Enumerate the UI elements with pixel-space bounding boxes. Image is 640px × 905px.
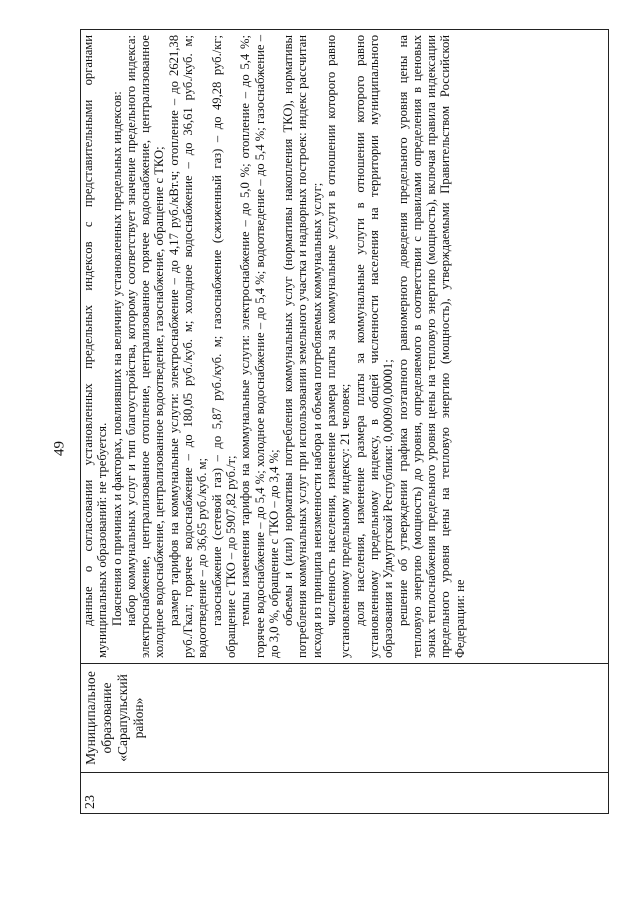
paragraph: темпы изменения тарифов на коммунальные услуги: электроснабжение – до 5,0 %; отопление – до 5,4 %; горячее водоснабжение – до 5,4 %; холодное водоснабжение – до 5,4 %; водоотведение – до 5,4 %; газоснабжение – до 3,0 %, обращение с ТКО – до 3,4 %; (238, 35, 281, 658)
paragraph: газоснабжение (сетевой газ) – до 5,87 руб./куб. м; газоснабжение (сжиженный газ) – до 49,28 руб./кг; обращение с ТКО – до 5907,82 руб./т; (209, 35, 238, 658)
row-number: 23 (81, 773, 609, 814)
paragraph: объемы и (или) нормативы потребления коммунальных услуг (нормативы накопления ТКО), нормативы потребления коммунальных услуг при использовании земельного участка и надворных построек: индекс рассчитан исходя из принципа неизменности набора и объема потребляемых коммунальных услуг; (281, 35, 324, 658)
paragraph: численность населения, изменение размера платы за коммунальные услуги в отношении которого равно установленному предельному индексу: 21 человек; (324, 35, 353, 658)
municipality-cell (81, 664, 609, 773)
paragraph: решение об утверждении графика поэтапного равномерного доведения предельного уровня цены на тепловую энергию (мощность) до уровня, определяемого в соответствии с правилами определения в ценовых зонах теплоснабжения предельного уровня цены на тепловую энергию (мощность), включая правила индексации предельного уровня цены на тепловую энергию (мощность), утверждаемыми Правительством Российской Федерации: не (395, 35, 467, 658)
paragraph: данные о согласовании установленных предельных индексов с представительными органами муниципальных образований: не требуется. (81, 35, 110, 658)
municipality-line: «Сарапульский район» (115, 674, 146, 762)
paragraph: набор коммунальных услуг и тип благоустройства, которому соответствует значение предельного индекса: электроснабжение, централизованное отопление, централизованное горячее водоснабжение, централизованное холодное водоснабжение, централизованное водоотведение, газоснабжение, обращение с ТКО; (123, 35, 167, 658)
description-cell (81, 30, 609, 664)
page-number: 49 (51, 441, 68, 456)
municipality-line: Муниципальное (83, 671, 98, 765)
municipality-line: образование (99, 682, 114, 754)
paragraph: доля населения, изменение размера платы за коммунальные услуги в отношении которого равно установленному предельному индексу, в общей численности населения на территории муниципального образования и Удмуртской Республики: 0,0009/0,00001; (352, 35, 396, 658)
paragraph: размер тарифов на коммунальные услуги: электроснабжение – до 4,17 руб./кВт.ч; отопление – до 2621,38 руб./Гкал; горячее водоснабжение – до 180,05 руб./куб. м; холодное водоснабжение – до 36,61 руб./куб. м; водоотведение – до 36,65 руб./куб. м; (166, 35, 210, 658)
table-row (81, 30, 609, 814)
document-table (80, 29, 609, 814)
paragraph: Пояснения о причинах и факторах, повлиявших на величину установленных предельных индексов: (109, 91, 124, 626)
